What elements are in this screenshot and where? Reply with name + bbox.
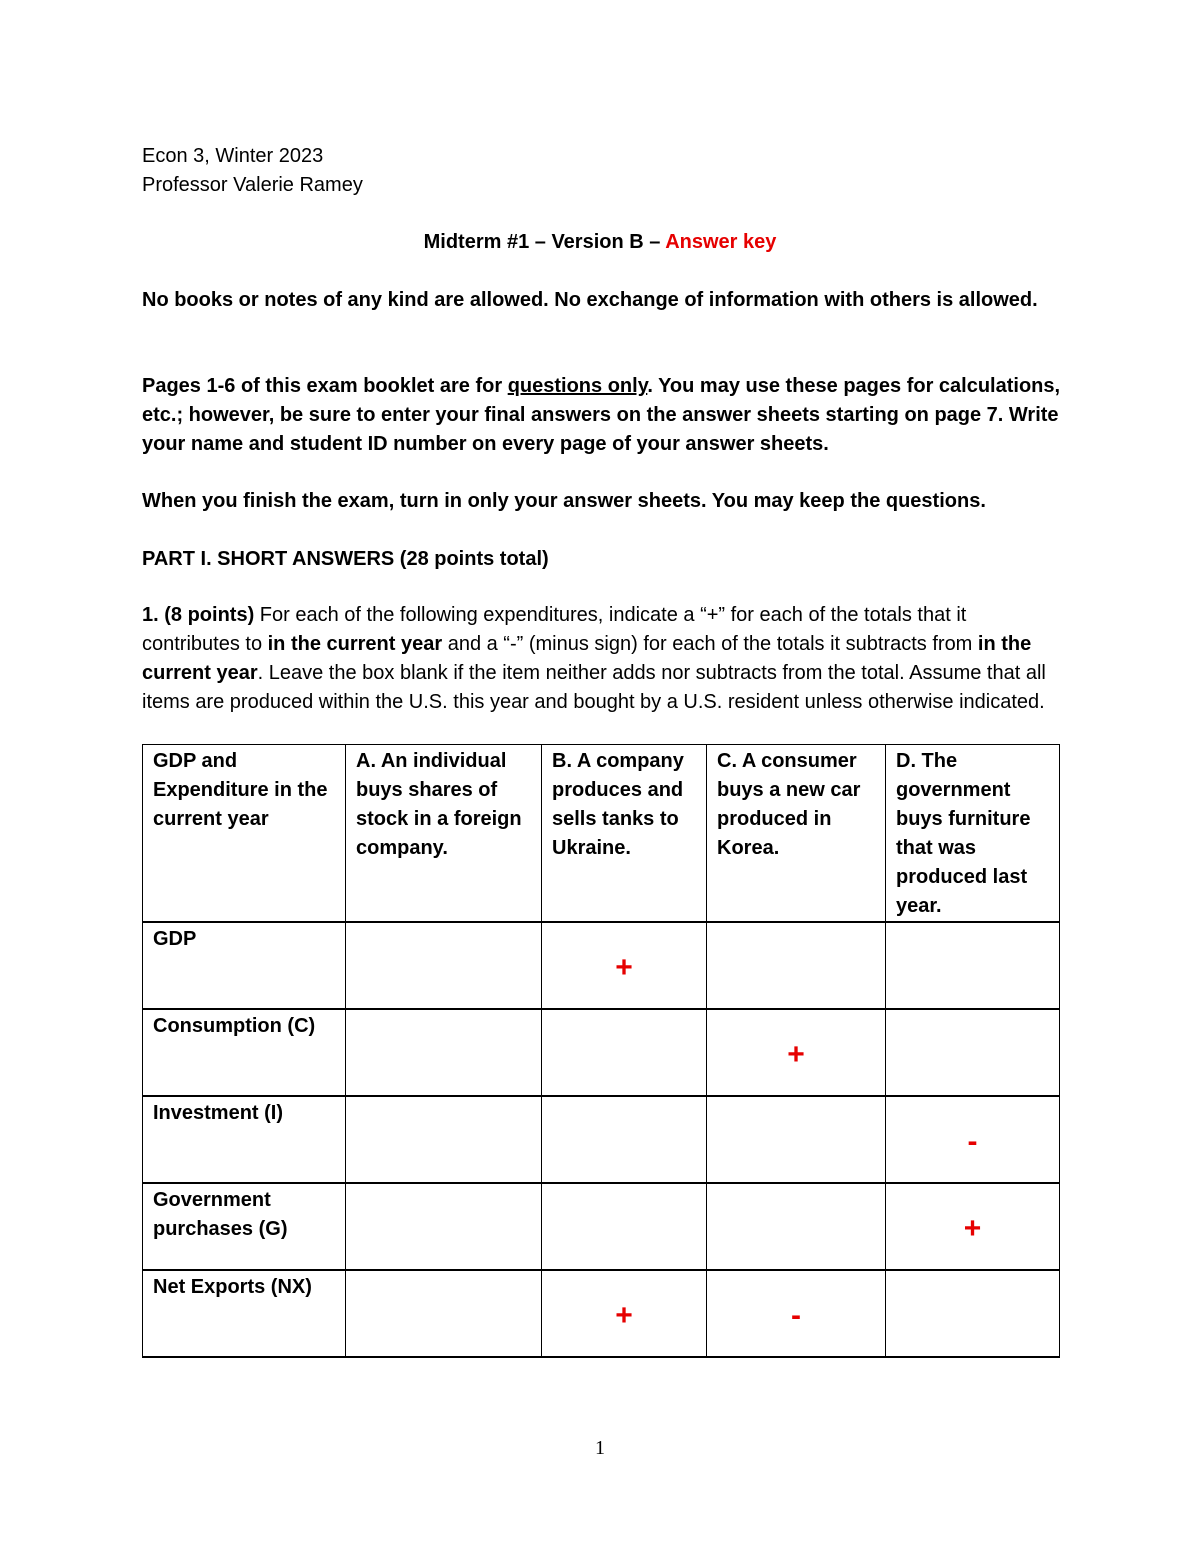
instruction-pages-end: . You may use these pages for calculations, etc.; however, be sure to enter your final answers on the answer sheets starting on page 7. Write your name and student ID number on every page of your answer sheets. <box>142 375 1061 455</box>
answer-mark: - <box>967 1125 978 1158</box>
answer-cell <box>542 922 707 1009</box>
expenditure-table <box>142 744 1060 1358</box>
table-row-consumption <box>143 1009 1060 1096</box>
question-text-c: . Leave the box blank if the item neither adds nor subtracts from the total. Assume that all items are produced within the U.S. this year and bought by a U.S. resident unless otherwise indicated. <box>142 662 1046 713</box>
part1-heading: PART I. SHORT ANSWERS (28 points total) <box>142 548 549 570</box>
table-row-investment <box>143 1096 1060 1183</box>
answer-mark: + <box>615 1299 633 1332</box>
question-emphasis-a: in the current year <box>267 633 443 655</box>
instruction-no-books: No books or notes of any kind are allowed. No exchange of information with others is allowed. <box>142 289 1038 311</box>
page-number: 1 <box>595 1437 605 1459</box>
row-label: Government purchases (G) <box>143 1183 346 1270</box>
answer-cell <box>542 1183 707 1270</box>
column-header-b: B. A company produces and sells tanks to Ukraine. <box>542 745 707 923</box>
instruction-pages <box>142 372 1062 459</box>
answer-mark: + <box>963 1212 982 1245</box>
table-corner-header: GDP and Expenditure in the current year <box>143 745 346 923</box>
answer-cell <box>886 1009 1060 1096</box>
questions-only-text: questions only <box>507 375 648 397</box>
answer-cell <box>346 1009 542 1096</box>
answer-cell <box>346 1270 542 1357</box>
question-text-b: and a “-” (minus sign) for each of the totals it subtracts from <box>442 633 978 655</box>
table-row-government <box>143 1183 1060 1270</box>
row-label: GDP <box>143 922 346 1009</box>
column-header-c: C. A consumer buys a new car produced in Korea. <box>707 745 886 923</box>
row-label: Consumption (C) <box>143 1009 346 1096</box>
instruction-turn-in: When you finish the exam, turn in only your answer sheets. You may keep the questions. <box>142 490 986 512</box>
answer-cell <box>707 922 886 1009</box>
answer-cell <box>346 1096 542 1183</box>
answer-mark: + <box>787 1038 805 1071</box>
question-1-text <box>142 601 1062 717</box>
course-name: Econ 3, Winter 2023 <box>142 145 324 167</box>
exam-title-main: Midterm #1 – Version B – <box>423 231 666 253</box>
answer-cell <box>886 922 1060 1009</box>
answer-cell <box>346 922 542 1009</box>
exam-title <box>0 228 1200 257</box>
answer-cell <box>707 1183 886 1270</box>
row-label: Investment (I) <box>143 1096 346 1183</box>
question-emphasis-b: in the current year <box>142 633 1032 684</box>
answer-cell <box>707 1009 886 1096</box>
column-header-d: D. The government buys furniture that was produced last year. <box>886 745 1060 923</box>
answer-cell <box>707 1270 886 1357</box>
table-header-row <box>143 745 1060 923</box>
document-header <box>142 142 363 200</box>
answer-cell <box>542 1270 707 1357</box>
answer-key-label: Answer key <box>665 231 777 253</box>
answer-cell <box>707 1096 886 1183</box>
answer-cell <box>346 1183 542 1270</box>
table-row-gdp <box>143 922 1060 1009</box>
table-row-net-exports <box>143 1270 1060 1357</box>
answer-cell <box>542 1096 707 1183</box>
answer-mark: - <box>791 1299 801 1332</box>
answer-cell <box>886 1183 1060 1270</box>
question-text-a: For each of the following expenditures, indicate a “+” for each of the totals that it contributes to <box>142 604 967 655</box>
answer-cell <box>886 1096 1060 1183</box>
answer-cell <box>886 1270 1060 1357</box>
answer-cell <box>542 1009 707 1096</box>
question-number: 1. <box>142 604 165 626</box>
instruction-pages-start: Pages 1-6 of this exam booklet are for <box>142 375 508 397</box>
question-points: (8 points) <box>164 604 255 626</box>
answer-mark: + <box>615 951 633 984</box>
row-label: Net Exports (NX) <box>143 1270 346 1357</box>
professor-name: Professor Valerie Ramey <box>142 174 363 196</box>
column-header-a: A. An individual buys shares of stock in a foreign company. <box>346 745 542 923</box>
